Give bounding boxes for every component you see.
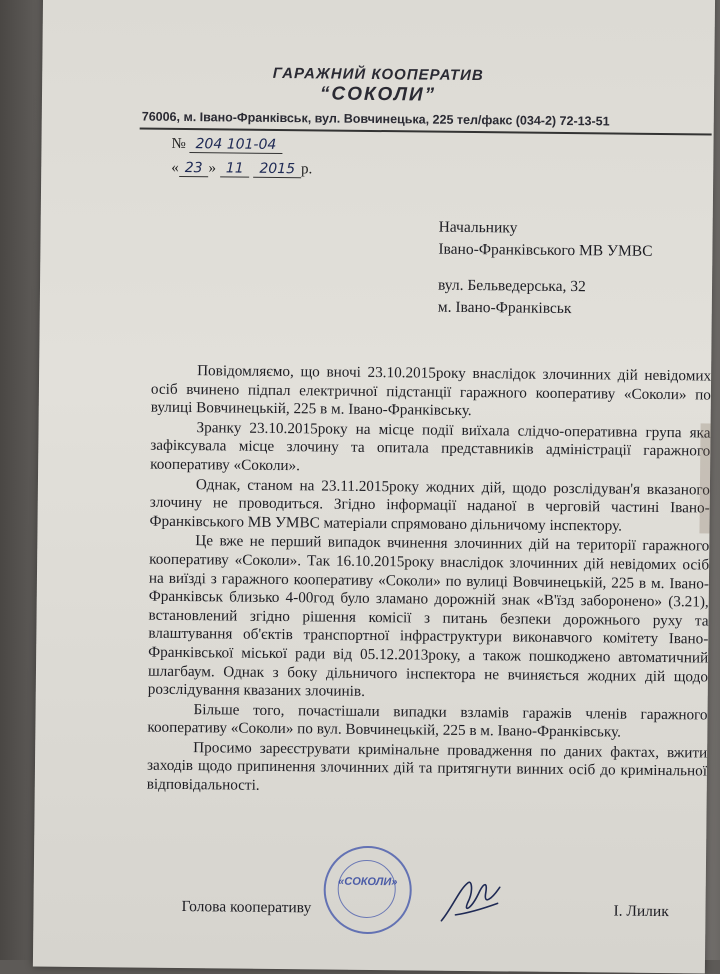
date-suffix: р. bbox=[300, 161, 313, 178]
org-address: 76006, м. Івано-Франківськ, вул. Вовчинецька, 225 тел/факс (034-2) 72-13-51 bbox=[141, 109, 610, 129]
org-name-line2: “СОКОЛИ” bbox=[319, 83, 437, 106]
date-year: 2015 bbox=[253, 161, 301, 178]
letter-page bbox=[33, 0, 715, 973]
number-value: 204 101-04 bbox=[189, 136, 282, 154]
addressee-title: Начальнику bbox=[438, 218, 518, 237]
date-open-quote: « bbox=[171, 159, 179, 176]
header-divider bbox=[140, 128, 712, 136]
paragraph-2: Зранку 23.10.2015року на місце події виїхала слідчо-оперативна група яка зафіксувала місце злочину та опитала представників адміністрації гаражного кооперативу «Соколи». bbox=[150, 418, 711, 475]
paragraph-4: Це вже не перший випадок вчинення злочинних дій на території гаражного кооперативу «Соколи». Так 16.10.2015року внаслідок злочинних дій невідомих осіб на виїзді з гаражного кооперативу «Соколи» по вулиці Вовчинецькій, 225 в м. Івано-Франківськ близько 4-00год було зламано дорожній знак «В'їзд заборонено» (3.21), встановлений згідно рішення комісії з питань безпеки дорожнього руху та влаштування об'єктів транспортної інфраструктури виконавчого комітету Івано-Франківської міської ради від 05.12.2013року, а також пошкоджено автоматичний шлагбаум. Однак з боку дільничого інспектора не вчиняється жодних дій щодо розслідування квазаних злочинів. bbox=[147, 532, 710, 701]
addressee-office: Івано-Франківського МВ УМВС bbox=[438, 240, 653, 260]
signer-name: І. Лилик bbox=[613, 902, 669, 921]
paper-stain bbox=[699, 423, 710, 533]
addressee-block bbox=[438, 217, 653, 263]
number-prefix: № bbox=[171, 135, 186, 153]
addressee-address bbox=[438, 275, 586, 321]
paragraph-3: Однак, станом на 23.11.2015року жодних дій, щодо розслідуван'я вказаного злочину не проводиться. Згідно інформації наданої в черговій частині Івано-Франківського МВ УМВС матеріали спрямовано дільничому інспектору. bbox=[149, 475, 711, 535]
paragraph-6: Просимо зареєструвати кримінальне провадження по даних фактах, вжити заходів щодо припинення злочинних дій та притягнути винних осіб до кримінальної відповідальності. bbox=[146, 738, 708, 794]
org-name-line1: ГАРАЖНИЙ КООПЕРАТИВ bbox=[272, 64, 484, 85]
stamp-label: «СОКОЛИ» bbox=[338, 875, 398, 889]
date-day: 23 bbox=[179, 160, 209, 177]
paragraph-1: Повідомляємо, що вночі 23.10.2015року внаслідок злочинних дій невідомих осіб вчинено підпал електричної підстанції гаражного кооперативу «Соколи» по вулиці Вовчинецькій, 225 в м. Івано-Франківську. bbox=[150, 362, 712, 420]
date-close-quote: » bbox=[208, 160, 217, 177]
addressee-street: вул. Бельведерська, 32 bbox=[437, 276, 586, 296]
paragraph-5: Більше того, почастішали випадки взламів гаражів членів гаражного кооперативу «Соколи» по вул. Вовчинецькій, 225 в м. Івано-Франківську. bbox=[147, 700, 708, 741]
cooperative-stamp bbox=[323, 845, 412, 934]
stamp-inner-ring bbox=[337, 860, 396, 919]
reference-number bbox=[171, 136, 282, 154]
signer-title: Голова кооперативу bbox=[181, 898, 312, 917]
handwritten-signature bbox=[437, 869, 508, 930]
date-month: 11 bbox=[220, 160, 250, 177]
reference-date bbox=[171, 160, 312, 178]
letter-body bbox=[147, 362, 712, 801]
addressee-city: м. Івано-Франківськ bbox=[437, 298, 572, 318]
